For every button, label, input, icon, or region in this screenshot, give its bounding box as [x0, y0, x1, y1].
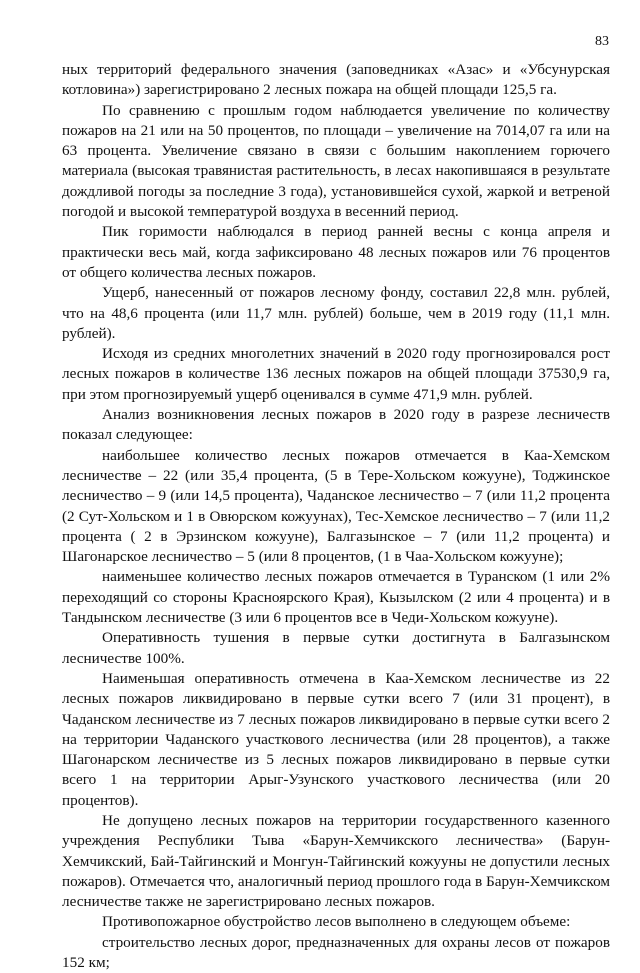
paragraph-roads: строительство лесных дорог, предназначенных для охраны лесов от пожаров 152 км; — [62, 933, 610, 972]
paragraph-fire-protection: Противопожарное обустройство лесов выполнено в следующем объеме: — [102, 913, 571, 931]
paragraph-damage: Ущерб, нанесенный от пожаров лесному фонду, составил 22,8 млн. рублей, что на 48,6 процента (или 11,7 млн. рублей) больше, чем в 2019 году (11,1 млн. рублей). — [62, 284, 610, 342]
paragraph-forecast: Исходя из средних многолетних значений в 2020 году прогнозировался рост лесных пожаров в количестве 136 лесных пожаров на общей площади 37530,9 га, при этом прогнозируемый ущерб оценивался в сумме 471,9 млн. рублей. — [62, 345, 610, 403]
body-text — [62, 60, 610, 973]
paragraph-lowest-efficiency: Наименьшая оперативность отмечена в Каа-Хемском лесничестве из 22 лесных пожаров ликвидировано в первые сутки всего 7 (или 31 процент), в Чаданском лесничестве из 7 лесных пожаров ликвидировано в первые сутки всего 2 на территории Чаданского участкового лесничества (или 28 процентов), а также Шагонарском лесничестве из 5 лесных пожаров ликвидировано в первые сутки всего 1 на территории Арыг-Узунского участкового лесничества (или 20 процентов). — [62, 669, 610, 809]
paragraph-peak: Пик горимости наблюдался в период ранней весны с конца апреля и практически весь май, когда зафиксировано 48 лесных пожаров или 76 процентов от общего количества лесных пожаров. — [62, 223, 610, 281]
paragraph-highest-count: наибольшее количество лесных пожаров отмечается в Каа-Хемском лесничестве – 22 (или 35,4 процента, (5 в Тере-Хольском кожууне), Тоджинское лесничество – 9 (или 14,5 процента), Чаданское лесничество – 7 (или 11,2 процента (2 Сут-Хольском и 1 в Овюрском кожуунах), Тес-Хемское лесничество – 7 (или 11,2 процента ( 2 в Эрзинском кожууне), Балгазынское – 7 (или 11,2 процента) и Шагонарское лесничество – 5 (или 8 процентов, (1 в Чаа-Хольском кожууне); — [62, 446, 610, 566]
paragraph-no-fires: Не допущено лесных пожаров на территории государственного казенного учреждения Республики Тыва «Барун-Хемчикского лесничества» (Барун-Хемчикский, Бай-Тайгинский и Монгун-Тайгинский кожууны не допустили лесных пожаров). Отмечается что, аналогичный период прошлого года в Барун-Хемчикском лесничестве также не зарегистрировано лесных пожаров. — [62, 811, 610, 911]
paragraph-comparison: По сравнению с прошлым годом наблюдается увеличение по количеству пожаров на 21 или на 50 процентов, по площади – увеличение на 7014,07 га или на 63 процента. Увеличение связано в связи с большим накоплением горючего материала (высокая травянистая растительность, в лесах накопившаяся в результате дождливой погоды за последние 3 года), установившейся сухой, жаркой и ветреной погодой и высокой температурой воздуха в весенний период. — [62, 101, 610, 221]
paragraph-analysis-intro: Анализ возникновения лесных пожаров в 2020 году в разрезе лесничеств показал следующее: — [62, 406, 610, 444]
paragraph-lowest-count: наименьшее количество лесных пожаров отмечается в Туранском (1 или 2% переходящий со стороны Красноярского Края), Кызылском (2 или 4 процента) и в Тандынском лесничестве (3 или 6 процентов все в Чеди-Хольском кожууне). — [62, 568, 610, 627]
paragraph-efficiency: Оперативность тушения в первые сутки достигнута в Балгазынском лесничестве 100%. — [62, 629, 610, 667]
paragraph-continuation: ных территорий федерального значения (заповедниках «Азас» и «Убсунурская котловина») зарегистрировано 2 лесных пожара на общей площади 125,5 га. — [62, 61, 610, 99]
page-number: 83 — [595, 34, 609, 49]
